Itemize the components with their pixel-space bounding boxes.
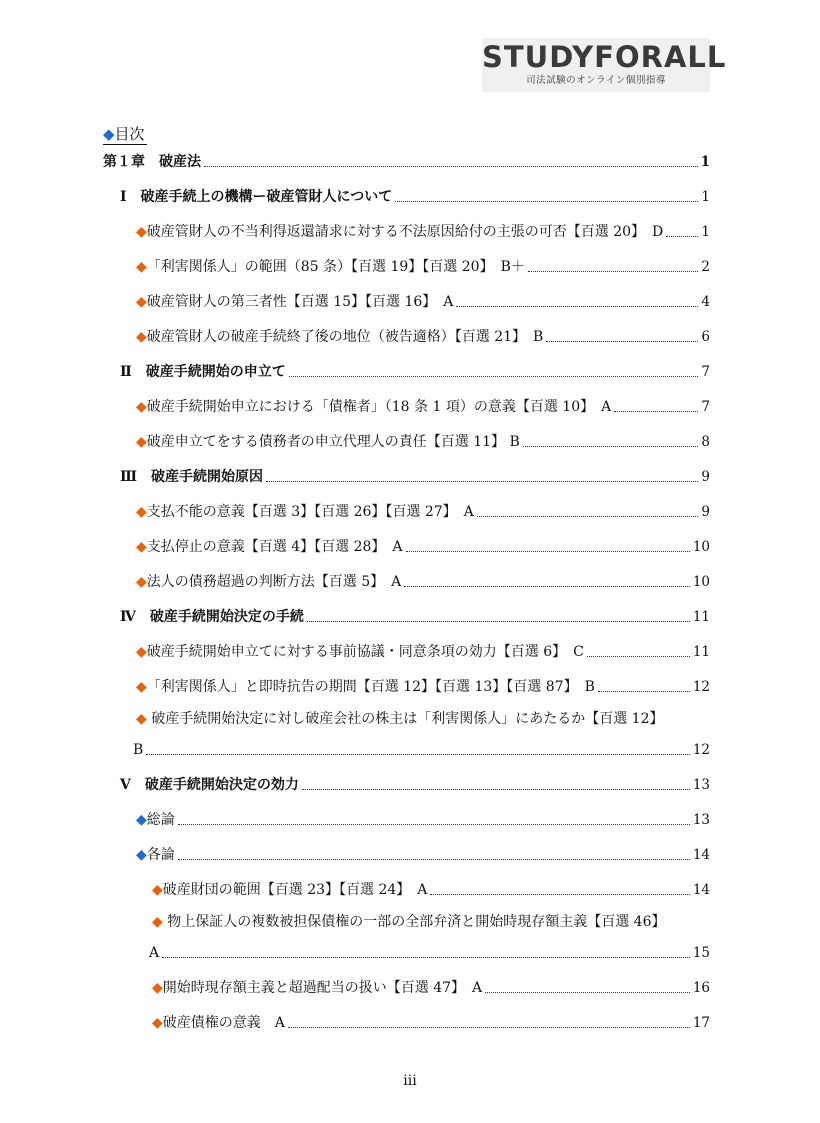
toc-entry-label: Ⅴ 破産手続開始決定の効力	[120, 777, 299, 793]
toc-entry-section-3[interactable]	[120, 465, 710, 487]
toc-entry-page: 11	[692, 609, 710, 625]
toc-entry-label: 破産管財人の第三者性【百選 15】【百選 16】 A	[146, 294, 454, 310]
toc-entry-label: A	[149, 945, 160, 961]
toc-entry-label: Ⅳ 破産手続開始決定の手続	[120, 609, 304, 625]
toc-entry-page: 1	[700, 154, 710, 170]
dot-leader	[266, 481, 698, 482]
blue-diamond-icon: ◆	[136, 812, 147, 828]
logo-subtitle: 司法試験のオンライン個別指導	[526, 75, 666, 86]
dot-leader	[430, 894, 689, 895]
toc-entry-s5-b4[interactable]	[152, 1011, 710, 1033]
toc-heading-label: 目次	[114, 125, 145, 143]
toc-entry-label: 物上保証人の複数被担保債権の一部の全部弁済と開始時現存額主義【百選 46】	[167, 914, 666, 930]
dot-leader	[178, 824, 690, 825]
toc-entry-page: 10	[692, 539, 710, 555]
orange-diamond-icon: ◆	[136, 224, 147, 240]
toc-entry-page: 9	[701, 504, 710, 520]
dot-leader	[406, 551, 690, 552]
orange-diamond-icon: ◆	[136, 679, 147, 695]
orange-diamond-icon: ◆	[152, 914, 163, 930]
logo-title: STUDYFORALL	[482, 40, 727, 74]
toc-entry-section-1[interactable]	[120, 185, 710, 207]
toc-entry-s4-3-line2[interactable]	[133, 738, 710, 760]
toc-entry-label: 開始時現存額主義と超過配当の扱い【百選 47】 A	[162, 980, 483, 996]
toc-entry-page: 2	[701, 259, 710, 275]
toc-entry-page: 7	[701, 399, 710, 415]
toc-entry-s2-1[interactable]	[136, 395, 710, 417]
orange-diamond-icon: ◆	[136, 434, 147, 450]
toc-entry-page: 11	[692, 644, 710, 660]
orange-diamond-icon: ◆	[136, 259, 147, 275]
blue-diamond-icon: ◆	[136, 847, 147, 863]
toc-entry-page: 6	[701, 329, 710, 345]
toc-entry-page: 14	[692, 847, 710, 863]
dot-leader	[456, 306, 698, 307]
toc-entry-s1-3[interactable]	[136, 290, 710, 312]
toc-entry-s1-2[interactable]	[136, 255, 710, 277]
toc-entry-chapter-1[interactable]	[103, 150, 710, 172]
toc-entry-label: 総論	[146, 812, 175, 828]
toc-entry-label: 破産管財人の破産手続終了後の地位（被告適格）【百選 21】 B	[146, 329, 544, 345]
toc-entry-s5-b3[interactable]	[152, 976, 710, 998]
toc-entry-page: 10	[692, 574, 710, 590]
toc-entry-page: 1	[701, 224, 710, 240]
toc-entry-label: Ⅱ 破産手続開始の申立て	[120, 364, 286, 380]
toc-entry-s4-2[interactable]	[136, 675, 710, 697]
dot-leader	[146, 754, 690, 755]
toc-entry-page: 12	[692, 742, 710, 758]
orange-diamond-icon: ◆	[136, 294, 147, 310]
toc-entry-page: 14	[692, 882, 710, 898]
dot-leader	[528, 271, 699, 272]
toc-entry-label: 「利害関係人」の範囲（85 条）【百選 19】【百選 20】 B＋	[146, 259, 525, 275]
orange-diamond-icon: ◆	[136, 644, 147, 660]
toc-entry-s5-general[interactable]	[136, 808, 710, 830]
dot-leader	[162, 957, 690, 958]
orange-diamond-icon: ◆	[136, 574, 147, 590]
toc-entry-page: 17	[692, 1015, 710, 1031]
toc-entry-s4-3-line1[interactable]	[136, 709, 664, 729]
toc-entry-s3-1[interactable]	[136, 500, 710, 522]
toc-entry-label: 各論	[146, 847, 175, 863]
orange-diamond-icon: ◆	[136, 399, 147, 415]
toc-entry-page: 13	[692, 812, 710, 828]
orange-diamond-icon: ◆	[136, 504, 147, 520]
toc-entry-label: 支払不能の意義【百選 3】【百選 26】【百選 27】 A	[146, 504, 474, 520]
toc-entry-label: 破産財団の範囲【百選 23】【百選 24】 A	[162, 882, 428, 898]
blue-diamond-icon: ◆	[103, 125, 115, 143]
toc-entry-page: 7	[701, 364, 710, 380]
dot-leader	[289, 376, 699, 377]
toc-entry-page: 8	[701, 434, 710, 450]
toc-entry-label: Ⅲ 破産手続開始原因	[120, 469, 264, 485]
toc-entry-section-5[interactable]	[120, 773, 710, 795]
toc-entry-page: 13	[692, 777, 710, 793]
toc-entry-s1-1[interactable]	[136, 220, 710, 242]
toc-entry-s3-2[interactable]	[136, 535, 710, 557]
toc-entry-section-4[interactable]	[120, 605, 710, 627]
toc-entry-label: Ⅰ 破産手続上の機構ー破産管財人について	[120, 189, 393, 205]
dot-leader	[288, 1027, 690, 1028]
dot-leader	[302, 789, 690, 790]
studyforall-logo	[482, 38, 727, 92]
dot-leader	[485, 992, 690, 993]
toc-entry-page: 4	[701, 294, 710, 310]
toc-entry-label: 破産手続開始申立てに対する事前協議・同意条項の効力【百選 6】 C	[146, 644, 584, 660]
toc-entry-s5-b2-line2[interactable]	[149, 941, 710, 963]
toc-entry-label: 破産管財人の不当利得返還請求に対する不法原因給付の主張の可否【百選 20】 D	[146, 224, 664, 240]
toc-entry-label: 第１章 破産法	[103, 154, 201, 170]
toc-entry-s1-4[interactable]	[136, 325, 710, 347]
dot-leader	[395, 201, 698, 202]
orange-diamond-icon: ◆	[136, 539, 147, 555]
dot-leader	[477, 516, 699, 517]
toc-entry-page: 1	[701, 189, 710, 205]
toc-entry-label: 法人の債務超過の判断方法【百選 5】 A	[146, 574, 402, 590]
toc-entry-s5-b1[interactable]	[152, 878, 710, 900]
dot-leader	[204, 166, 698, 167]
toc-entry-page: 12	[692, 679, 710, 695]
orange-diamond-icon: ◆	[152, 980, 163, 996]
toc-entry-page: 15	[692, 945, 710, 961]
orange-diamond-icon: ◆	[136, 711, 147, 727]
toc-entry-s4-1[interactable]	[136, 640, 710, 662]
toc-entry-s3-3[interactable]	[136, 570, 710, 592]
toc-entry-label: B	[133, 742, 144, 758]
toc-entry-page: 16	[692, 980, 710, 996]
orange-diamond-icon: ◆	[136, 329, 147, 345]
dot-leader	[666, 236, 698, 237]
toc-entry-label: 破産申立てをする債務者の申立代理人の責任【百選 11】 B	[146, 434, 520, 450]
dot-leader	[523, 446, 699, 447]
dot-leader	[404, 586, 690, 587]
toc-entry-label: 破産手続開始申立における「債権者」（18 条 1 項）の意義【百選 10】 A	[146, 399, 612, 415]
dot-leader	[614, 411, 698, 412]
toc-entry-section-2[interactable]	[120, 360, 710, 382]
dot-leader	[546, 341, 698, 342]
dot-leader	[307, 621, 690, 622]
toc-entry-label: 「利害関係人」と即時抗告の期間【百選 12】【百選 13】【百選 87】 B	[146, 679, 595, 695]
toc-entry-page: 9	[701, 469, 710, 485]
dot-leader	[178, 859, 690, 860]
toc-entry-label: 支払停止の意義【百選 4】【百選 28】 A	[146, 539, 403, 555]
dot-leader	[587, 656, 690, 657]
dot-leader	[598, 691, 690, 692]
toc-entry-s5-b2-line1[interactable]	[152, 912, 666, 932]
toc-heading	[103, 124, 147, 145]
orange-diamond-icon: ◆	[152, 1015, 163, 1031]
page-number: iii	[403, 1073, 417, 1089]
toc-entry-label: 破産債権の意義 A	[162, 1015, 285, 1031]
toc-entry-s2-2[interactable]	[136, 430, 710, 452]
toc-entry-label: 破産手続開始決定に対し破産会社の株主は「利害関係人」にあたるか【百選 12】	[151, 711, 664, 727]
toc-entry-s5-specific[interactable]	[136, 843, 710, 865]
orange-diamond-icon: ◆	[152, 882, 163, 898]
